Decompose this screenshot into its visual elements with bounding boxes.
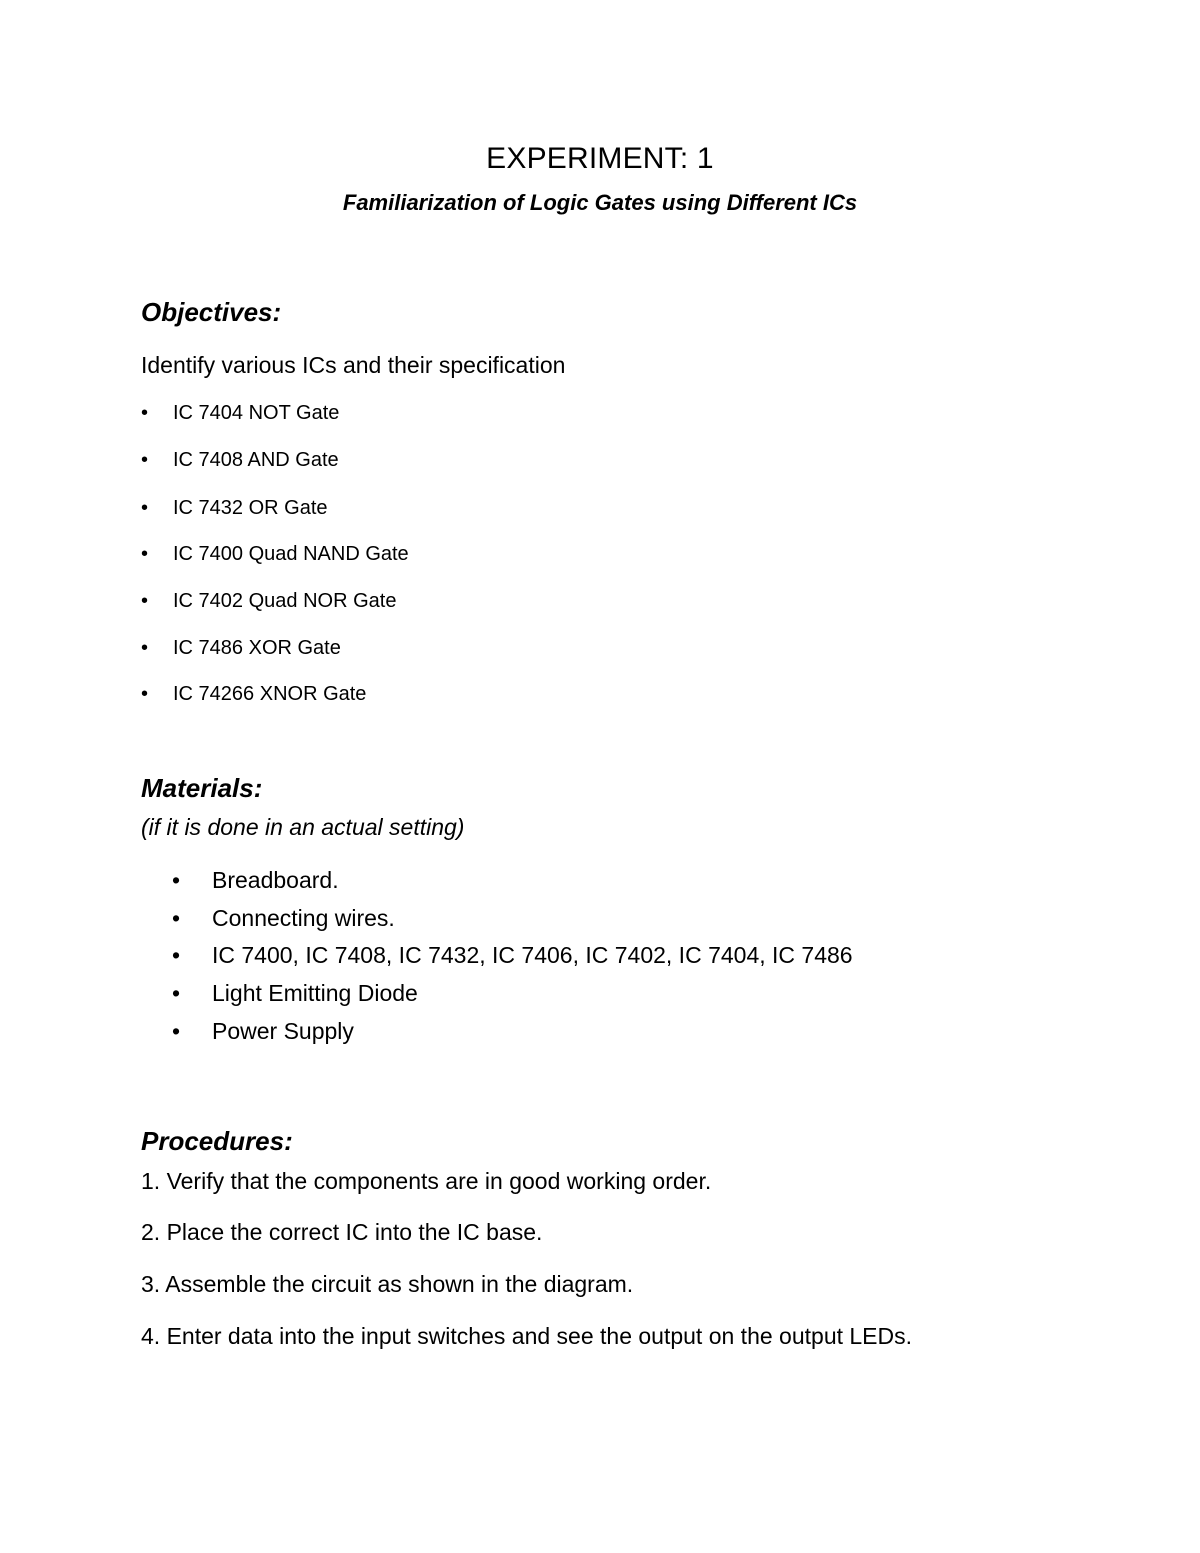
objective-item-label: IC 74266 XNOR Gate xyxy=(173,683,367,705)
material-item-label: Power Supply xyxy=(212,1018,354,1044)
materials-note: (if it is done in an actual setting) xyxy=(141,814,465,840)
objective-item xyxy=(141,497,328,520)
objective-item-label: IC 7400 Quad NAND Gate xyxy=(173,543,409,565)
material-item-label: IC 7400, IC 7408, IC 7432, IC 7406, IC 7402, IC 7404, IC 7486 xyxy=(212,942,853,968)
procedures-heading: Procedures: xyxy=(141,1126,293,1156)
bullet-icon: • xyxy=(172,980,181,1006)
objective-item xyxy=(141,683,366,706)
bullet-icon: • xyxy=(141,590,149,612)
material-item xyxy=(172,942,853,969)
bullet-icon: • xyxy=(172,1018,181,1044)
materials-heading: Materials: xyxy=(141,773,263,803)
bullet-icon: • xyxy=(141,543,149,565)
objectives-intro: Identify various ICs and their specification xyxy=(141,352,566,378)
objective-item-label: IC 7402 Quad NOR Gate xyxy=(173,590,397,612)
document-subtitle: Familiarization of Logic Gates using Different ICs xyxy=(342,190,858,215)
material-item-label: Light Emitting Diode xyxy=(212,980,418,1006)
procedure-step: 1. Verify that the components are in good working order. xyxy=(141,1168,712,1194)
procedure-step: 4. Enter data into the input switches and see the output on the output LEDs. xyxy=(141,1323,913,1349)
objective-item-label: IC 7432 OR Gate xyxy=(173,497,328,519)
objective-item xyxy=(141,402,339,425)
material-item xyxy=(172,905,395,932)
bullet-icon: • xyxy=(141,402,149,424)
material-item xyxy=(172,980,418,1007)
objectives-heading: Objectives: xyxy=(141,297,282,327)
objective-item-label: IC 7404 NOT Gate xyxy=(173,402,340,424)
material-item xyxy=(172,1018,354,1045)
bullet-icon: • xyxy=(141,637,149,659)
objective-item xyxy=(141,590,396,613)
material-item-label: Breadboard. xyxy=(212,867,339,893)
objective-item-label: IC 7408 AND Gate xyxy=(173,449,339,471)
bullet-icon: • xyxy=(141,449,149,471)
objective-item-label: IC 7486 XOR Gate xyxy=(173,637,341,659)
bullet-icon: • xyxy=(172,905,181,931)
objective-item xyxy=(141,637,341,660)
procedure-step: 3. Assemble the circuit as shown in the diagram. xyxy=(141,1271,634,1297)
material-item xyxy=(172,867,339,894)
bullet-icon: • xyxy=(141,683,149,705)
objective-item xyxy=(141,543,409,566)
document-title: EXPERIMENT: 1 xyxy=(486,142,714,175)
bullet-icon: • xyxy=(141,497,149,519)
procedure-step: 2. Place the correct IC into the IC base. xyxy=(141,1219,543,1245)
material-item-label: Connecting wires. xyxy=(212,905,395,931)
bullet-icon: • xyxy=(172,942,181,968)
objective-item xyxy=(141,449,339,472)
bullet-icon: • xyxy=(172,867,181,893)
